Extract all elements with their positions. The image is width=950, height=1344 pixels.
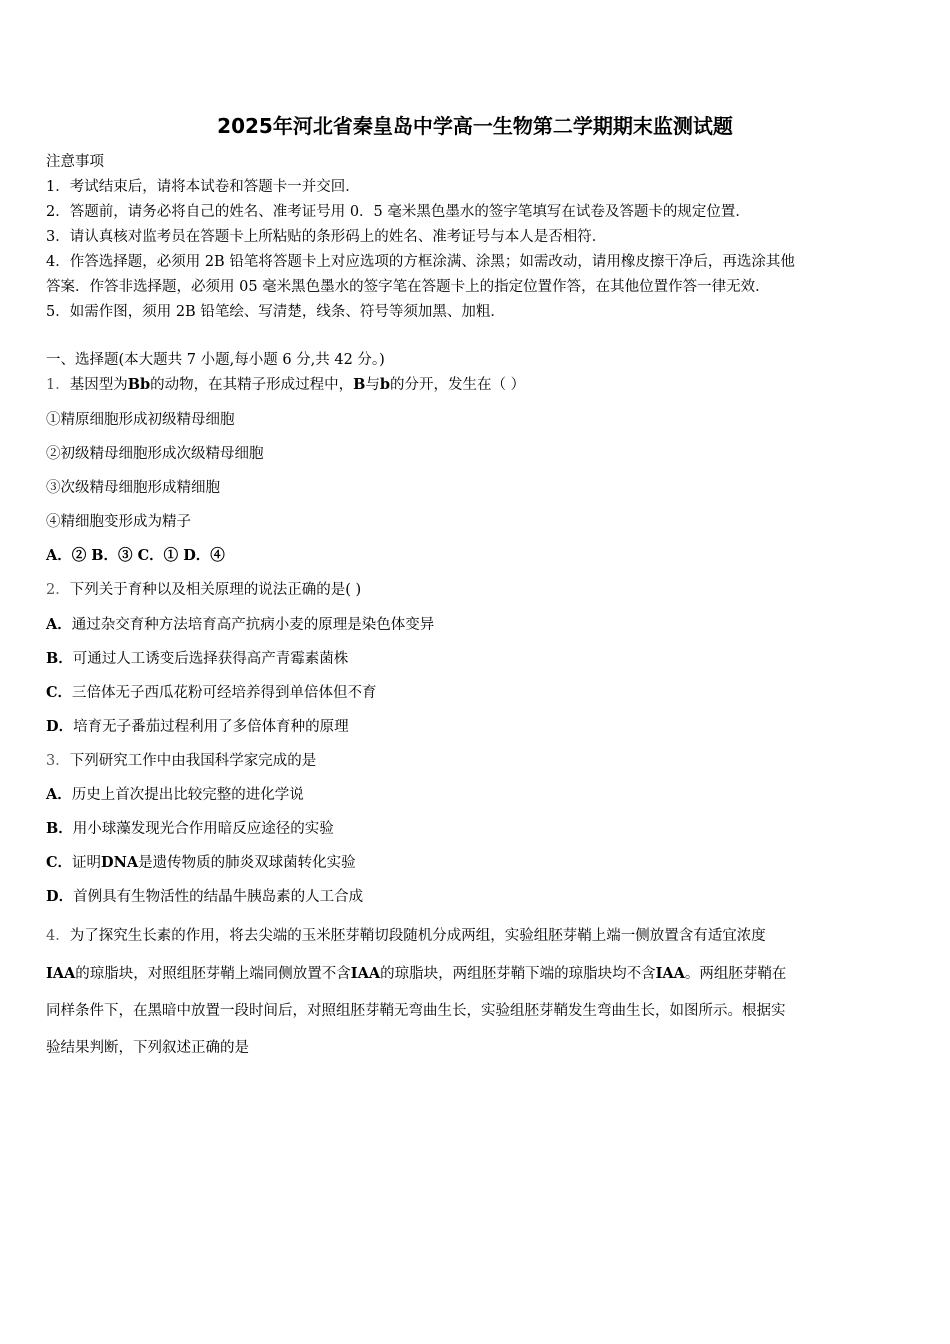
notice-item: 2．答题前，请务必将自己的姓名、准考证号用 0．5 毫米黑色墨水的签字笔填写在试卷及答题卡的规定位置．	[46, 204, 750, 220]
question-4-line: 4．为了探究生长素的作用，将去尖端的玉米胚芽鞘切段随机分成两组，实验组胚芽鞘上端一侧放置含有适宜浓度	[46, 928, 766, 944]
question-1-item: ③次级精母细胞形成精细胞	[46, 480, 220, 496]
question-4-line: IAA的琼脂块，对照组胚芽鞘上端同侧放置不含IAA的琼脂块，两组胚芽鞘下端的琼脂块均不含IAA。两组胚芽鞘在	[46, 965, 787, 982]
question-4-stem	[46, 918, 908, 1067]
notice-item: 3．请认真核对监考员在答题卡上所粘贴的条形码上的姓名、准考证号与本人是否相符．	[46, 229, 607, 245]
notice-block	[46, 150, 906, 325]
question-3-option-c: C．证明DNA是遗传物质的肺炎双球菌转化实验	[46, 854, 356, 871]
question-3-option-b: B．用小球藻发现光合作用暗反应途径的实验	[46, 820, 334, 837]
question-1-item: ④精细胞变形成为精子	[46, 514, 191, 530]
notice-item: 5．如需作图，须用 2B 铅笔绘、写清楚，线条、符号等须加黑、加粗．	[46, 304, 505, 320]
question-1-stem: 1．基因型为Bb的动物，在其精子形成过程中，B与b的分开，发生在（ ）	[46, 376, 526, 393]
question-3-option-a: A．历史上首次提出比较完整的进化学说	[46, 786, 304, 803]
question-2-option-b: B．可通过人工诱变后选择获得高产青霉素菌株	[46, 650, 349, 667]
question-number: 4．	[46, 928, 70, 944]
question-4-line: 验结果判断，下列叙述正确的是	[46, 1040, 249, 1056]
question-2-stem: 2．下列关于育种以及相关原理的说法正确的是( )	[46, 582, 362, 598]
question-number: 3．	[46, 753, 70, 769]
question-number: 2．	[46, 582, 70, 598]
question-1-item: ②初级精母细胞形成次级精母细胞	[46, 446, 264, 462]
section-heading: 一、选择题(本大题共 7 小题,每小题 6 分,共 42 分。)	[46, 352, 385, 368]
question-2-option-d: D．培育无子番茄过程利用了多倍体育种的原理	[46, 718, 349, 735]
question-2-option-a: A．通过杂交育种方法培育高产抗病小麦的原理是染色体变异	[46, 616, 435, 633]
question-3-option-d: D．首例具有生物活性的结晶牛胰岛素的人工合成	[46, 888, 364, 905]
question-1-options: A．② B．③ C．① D．④	[46, 547, 225, 564]
notice-item: 1．考试结束后，请将本试卷和答题卡一并交回．	[46, 179, 360, 195]
question-number: 1．	[46, 377, 70, 393]
question-2-option-c: C．三倍体无子西瓜花粉可经培养得到单倍体但不育	[46, 684, 377, 701]
page-title: 2025年河北省秦皇岛中学高一生物第二学期期末监测试题	[217, 114, 733, 138]
notice-item: 答案．作答非选择题，必须用 05 毫米黑色墨水的签字笔在答题卡上的指定位置作答，在其他位置作答一律无效．	[46, 279, 770, 295]
notice-heading: 注意事项	[46, 154, 104, 170]
question-1-item: ①精原细胞形成初级精母细胞	[46, 412, 235, 428]
question-4-line: 同样条件下，在黑暗中放置一段时间后，对照组胚芽鞘无弯曲生长，实验组胚芽鞘发生弯曲生长，如图所示。根据实	[46, 1003, 786, 1019]
question-3-stem: 3．下列研究工作中由我国科学家完成的是	[46, 753, 317, 769]
notice-item: 4．作答选择题，必须用 2B 铅笔将答题卡上对应选项的方框涂满、涂黑；如需改动，请用橡皮擦干净后，再选涂其他	[46, 254, 795, 270]
